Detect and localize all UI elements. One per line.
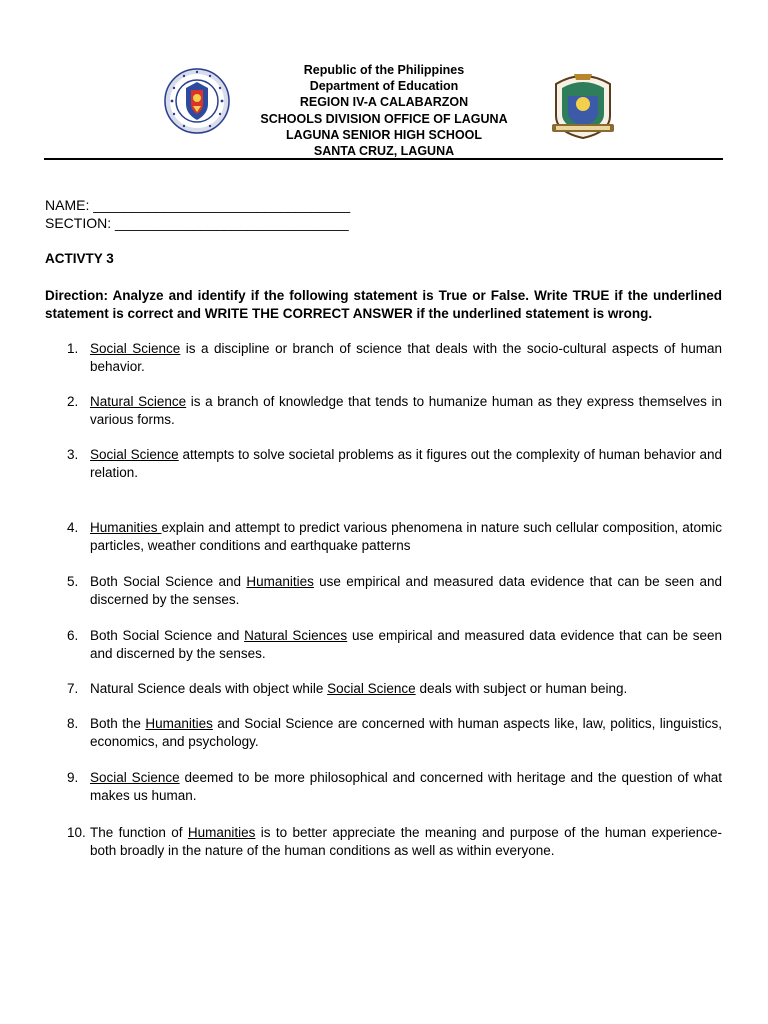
item-text: Social Science is a discipline or branch of science that deals with the socio-cultural aspects of human behavior.	[90, 341, 722, 374]
item-number: 4.	[67, 520, 79, 535]
underlined-term: Humanities	[145, 716, 213, 731]
item-text: Social Science attempts to solve societal problems as it figures out the complexity of human behavior and relation.	[90, 447, 722, 480]
underlined-term: Social Science	[90, 341, 181, 356]
item-number: 9.	[67, 770, 79, 785]
header-divider	[44, 158, 723, 160]
school-crest-icon	[546, 66, 620, 142]
header-line: Republic of the Philippines	[303, 63, 465, 77]
header-line: REGION IV-A CALABARZON	[299, 95, 469, 110]
item-text: Humanities explain and attempt to predict various phenomena in nature such cellular composition, atomic particles, weather conditions and earthquake patterns	[90, 520, 723, 553]
header-line: SANTA CRUZ, LAGUNA	[313, 144, 455, 159]
item-text: Social Science deemed to be more philosophical and concerned with heritage and the question of what makes us human.	[90, 770, 722, 803]
letterhead	[0, 60, 768, 159]
underlined-term: Natural Sciences	[244, 628, 348, 643]
item-text: The function of Humanities is to better appreciate the meaning and purpose of the human experience-both broadly in the nature of the human conditions as well as within everyone.	[90, 825, 722, 858]
item-text: Natural Science deals with object while Social Science deals with subject or human being.	[90, 681, 628, 696]
underlined-term: Social Science	[90, 447, 179, 462]
item-text: Natural Science is a branch of knowledge that tends to humanize human as they express themselves in various forms.	[90, 394, 722, 427]
item-text: Both Social Science and Humanities use empirical and measured data evidence that can be seen and discerned by the senses.	[90, 574, 722, 607]
item-text: Both the Humanities and Social Science are concerned with human aspects like, law, politics, linguistics, economics, and psychology.	[90, 716, 722, 749]
item-number: 2.	[67, 394, 79, 409]
list-item	[45, 680, 722, 698]
item-number: 7.	[67, 681, 79, 696]
item-number: 5.	[67, 574, 79, 589]
item-number: 8.	[67, 716, 79, 731]
direction-text: Direction: Analyze and identify if the following statement is True or False. Write TRUE if the underlined statement is correct and WRITE THE CORRECT ANSWER if the underlined statement is wrong.	[45, 288, 722, 321]
underlined-term: Humanities	[90, 520, 162, 535]
list-item	[45, 769, 722, 805]
list-item	[45, 519, 722, 555]
name-field[interactable]	[45, 197, 350, 214]
underlined-term: Social Science	[90, 770, 180, 785]
section-label: SECTION:	[45, 215, 112, 231]
item-number: 3.	[67, 447, 79, 462]
activity-title: ACTIVTY 3	[45, 251, 114, 266]
list-item	[45, 824, 722, 860]
item-text: Both Social Science and Natural Sciences use empirical and measured data evidence that can be seen and discerned by the senses.	[90, 628, 722, 661]
list-item	[45, 393, 722, 429]
deped-seal-icon	[164, 68, 230, 134]
name-label: NAME:	[45, 197, 90, 213]
section-field[interactable]	[45, 215, 349, 232]
item-number: 10.	[67, 825, 86, 840]
header-line: SCHOOLS DIVISION OFFICE OF LAGUNA	[260, 111, 508, 126]
list-item	[45, 627, 722, 663]
name-blank[interactable]: _________________________________	[93, 197, 351, 213]
underlined-term: Humanities	[246, 574, 314, 589]
letterhead-text	[234, 62, 534, 159]
section-blank[interactable]: ______________________________	[115, 215, 349, 231]
underlined-term: Social Science	[327, 681, 416, 696]
list-item	[45, 715, 722, 751]
list-item	[45, 573, 722, 609]
header-line: Department of Education	[309, 79, 459, 94]
item-number: 1.	[67, 341, 79, 356]
header-line: LAGUNA SENIOR HIGH SCHOOL	[285, 127, 483, 142]
list-item	[45, 340, 722, 376]
underlined-term: Natural Science	[90, 394, 187, 409]
underlined-term: Humanities	[187, 825, 256, 840]
item-number: 6.	[67, 628, 79, 643]
list-item	[45, 446, 722, 482]
